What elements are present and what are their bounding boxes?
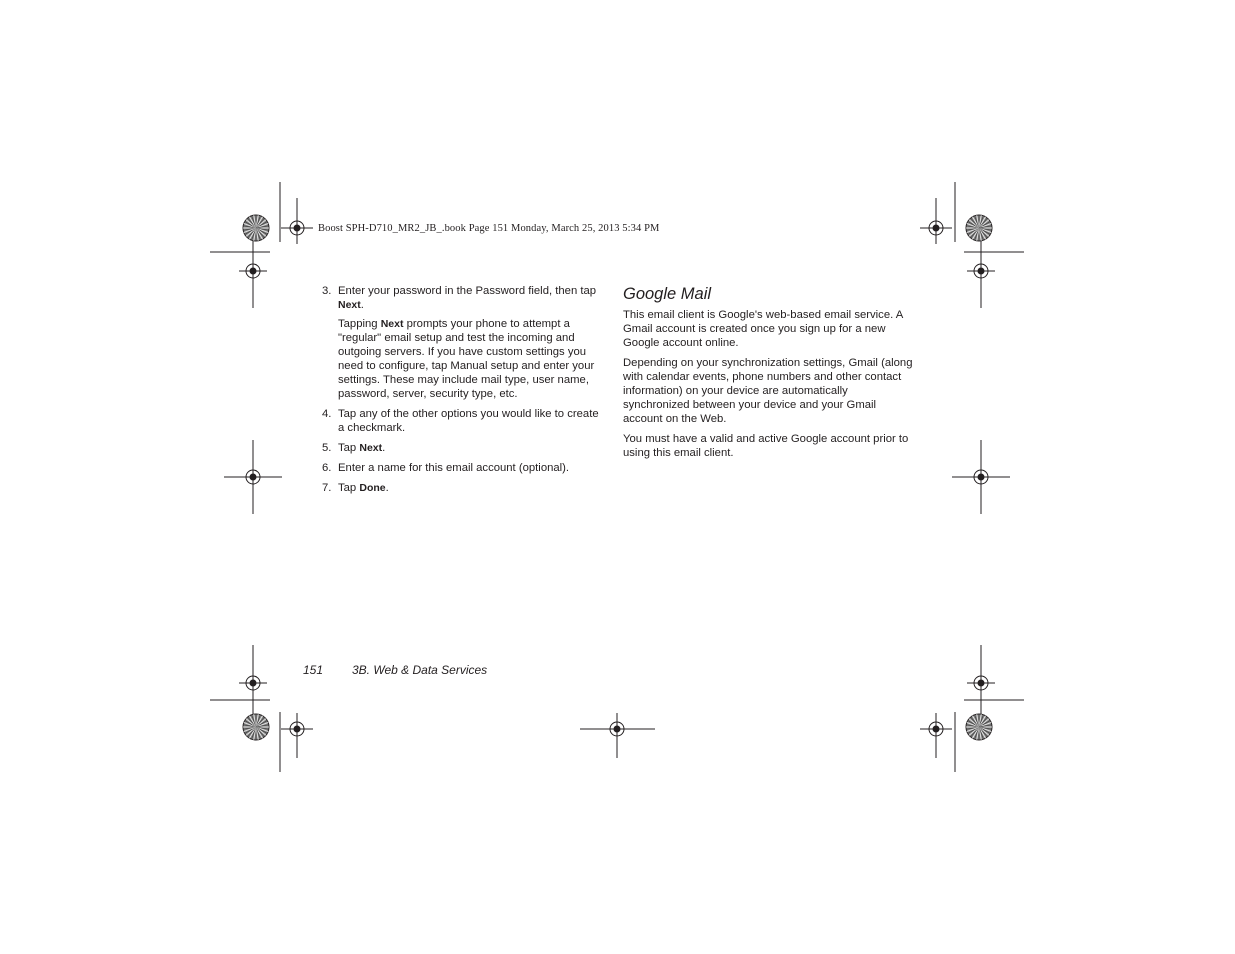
- step-text: Enter a name for this email account (optional).: [338, 462, 570, 474]
- page-number: 151: [303, 663, 324, 677]
- star-target-mark: [243, 714, 269, 740]
- list-item: [322, 441, 607, 455]
- step-number: 3.: [322, 285, 332, 297]
- paragraph: Depending on your synchronization settings, Gmail (along with calendar events, phone numbers and other contact information) on your device are automatically synchronized between your device and your Gmail account on the Web.: [623, 357, 913, 425]
- step-number: 5.: [322, 442, 332, 454]
- list-item: [322, 461, 607, 475]
- step-text: Enter your password in the Password field, then tap Next.: [338, 285, 597, 311]
- left-column: [322, 284, 607, 501]
- star-target-mark: [243, 215, 269, 241]
- step-note: Tapping Next prompts your phone to attempt a "regular" email setup and test the incoming and outgoing servers. If you have custom settings you need to configure, tap Manual setup and enter your settings. These may include mail type, user name, password, server, security type, etc.: [338, 318, 595, 400]
- list-item: [322, 481, 607, 495]
- step-text: Tap Done.: [338, 482, 389, 494]
- star-target-mark: [966, 215, 992, 241]
- step-number: 6.: [322, 462, 332, 474]
- setup-steps-list: [322, 284, 607, 495]
- right-column: [623, 284, 915, 466]
- paragraph: This email client is Google's web-based email service. A Gmail account is created once you sign up for a new Google account online.: [623, 309, 903, 349]
- step-number: 4.: [322, 408, 332, 420]
- footer-section-title: 3B. Web & Data Services: [352, 663, 488, 677]
- star-target-mark: [966, 714, 992, 740]
- step-text: Tap Next.: [338, 442, 386, 454]
- section-heading: Google Mail: [623, 285, 712, 303]
- step-text: Tap any of the other options you would like to create a checkmark.: [338, 408, 599, 434]
- paragraph: You must have a valid and active Google account prior to using this email client.: [623, 433, 909, 459]
- book-header-line: Boost SPH-D710_MR2_JB_.book Page 151 Monday, March 25, 2013 5:34 PM: [318, 223, 660, 234]
- list-item: [322, 407, 607, 435]
- step-number: 7.: [322, 482, 332, 494]
- list-item: [322, 284, 607, 401]
